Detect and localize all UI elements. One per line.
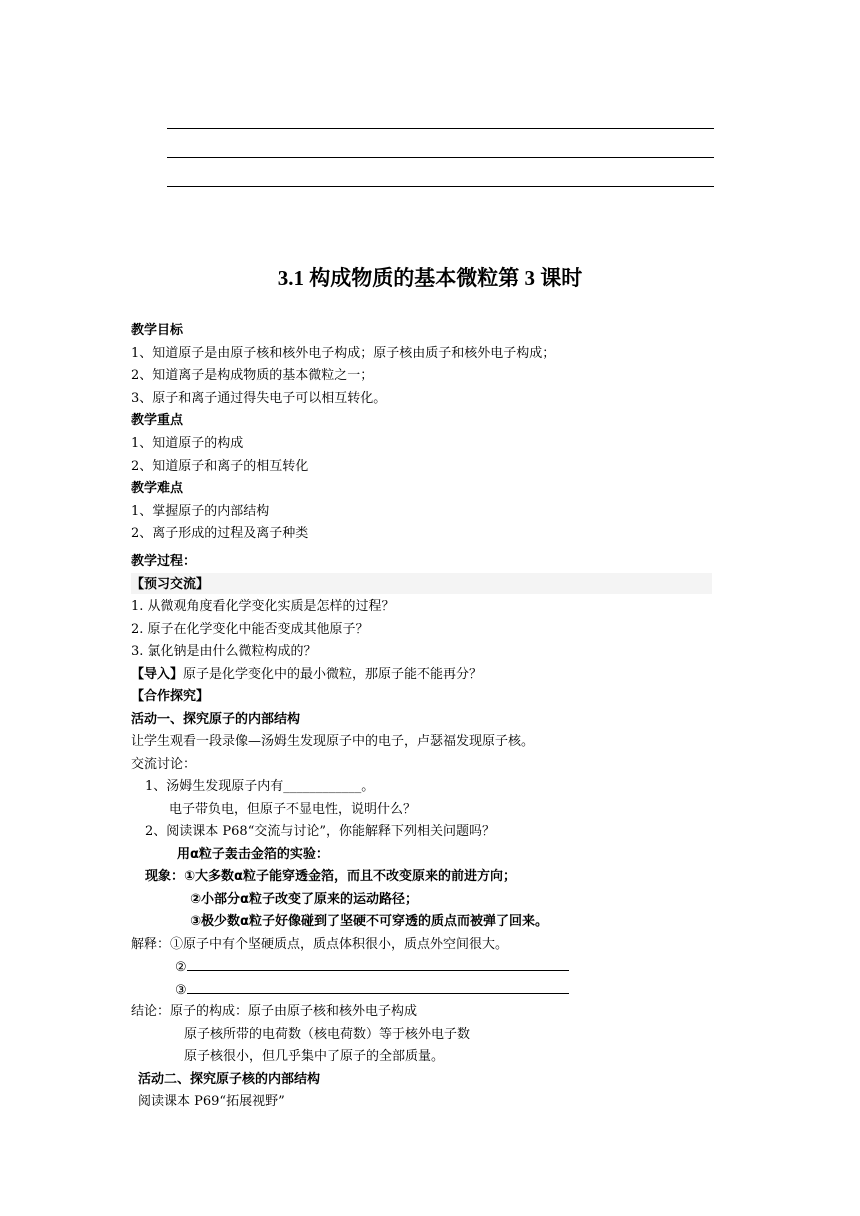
phenomenon-label: 现象： xyxy=(145,869,185,884)
conclusion-item: 原子核所带的电荷数（核电荷数）等于核外电子数 xyxy=(184,1027,471,1042)
phenomenon-item: ①大多数α粒子能穿透金箔，而且不改变原来的前进方向； xyxy=(184,869,516,884)
conclusion-line-1 xyxy=(131,1003,417,1021)
explanation-item: ② xyxy=(175,960,187,975)
key-points-heading: 教学重点 xyxy=(131,413,184,428)
preview-item: 3. 氯化钠是由什么微粒构成的？ xyxy=(131,644,317,659)
objective-item: 1、知道原子是由原子核和核外电子构成；原子核由质子和核外电子构成； xyxy=(131,346,556,361)
intro-label: 【导入】 xyxy=(131,667,184,682)
document-title: 3.1 构成物质的基本微粒第 3 课时 xyxy=(277,266,583,290)
explain-label: 解释： xyxy=(131,937,171,952)
conclusion-item: 原子的构成：原子由原子核和核外电子构成 xyxy=(170,1004,418,1019)
difficulties-heading: 教学难点 xyxy=(131,481,184,496)
explanation-item: ③ xyxy=(175,983,187,998)
preview-heading: 【预习交流】 xyxy=(131,577,210,592)
question-1-suffix: 。 xyxy=(361,779,375,794)
activity1-heading: 活动一、探究原子的内部结构 xyxy=(131,712,301,727)
preview-item: 1. 从微观角度看化学变化实质是怎样的过程？ xyxy=(131,599,395,614)
experiment-title: 用α粒子轰击金箔的实验： xyxy=(177,847,329,862)
header-rule-1 xyxy=(167,128,714,129)
intro-line xyxy=(131,666,482,684)
conclusion-label: 结论： xyxy=(131,1004,171,1019)
coop-heading: 【合作探究】 xyxy=(131,689,210,704)
question-1 xyxy=(145,778,374,796)
question-1-blank: ____________ xyxy=(283,779,362,794)
explanation-line-2 xyxy=(175,958,569,977)
objective-item: 3、原子和离子通过得失电子可以相互转化。 xyxy=(131,391,387,406)
explanation-line-3 xyxy=(175,981,569,1000)
header-rule-2 xyxy=(167,157,714,158)
explanation-item: ①原子中有个坚硬质点，质点体积很小，质点外空间很大。 xyxy=(170,937,509,952)
objective-item: 2、知道离子是构成物质的基本微粒之一； xyxy=(131,368,374,383)
activity1-discussion: 交流讨论： xyxy=(131,757,197,772)
key-point-item: 2、知道原子和离子的相互转化 xyxy=(131,459,309,474)
difficulty-item: 2、离子形成的过程及离子种类 xyxy=(131,526,309,541)
objectives-heading: 教学目标 xyxy=(131,323,184,338)
question-1-prefix: 1、汤姆生发现原子内有 xyxy=(145,779,284,794)
key-point-item: 1、知道原子的构成 xyxy=(131,436,244,451)
difficulty-item: 1、掌握原子的内部结构 xyxy=(131,504,270,519)
header-rule-3 xyxy=(167,186,714,187)
explanation-blank xyxy=(187,958,569,971)
preview-heading-shading xyxy=(131,573,712,594)
activity1-video: 让学生观看一段录像—汤姆生发现原子中的电子，卢瑟福发现原子核。 xyxy=(131,734,535,749)
phenomenon-line-1 xyxy=(145,868,516,886)
phenomenon-item: ③极少数α粒子好像碰到了坚硬不可穿透的质点而被弹了回来。 xyxy=(190,914,548,929)
intro-text: 原子是化学变化中的最小微粒，那原子能不能再分？ xyxy=(183,667,483,682)
conclusion-item: 原子核很小，但几乎集中了原子的全部质量。 xyxy=(184,1049,445,1064)
process-heading: 教学过程： xyxy=(131,554,197,569)
explanation-blank xyxy=(187,981,569,994)
preview-item: 2. 原子在化学变化中能否变成其他原子？ xyxy=(131,622,369,637)
explanation-line-1 xyxy=(131,936,508,954)
phenomenon-item: ②小部分α粒子改变了原来的运动路径； xyxy=(190,892,418,907)
activity2-reading: 阅读课本 P69“拓展视野” xyxy=(138,1094,285,1109)
activity2-heading: 活动二、探究原子核的内部结构 xyxy=(138,1072,321,1087)
question-1-followup: 电子带负电，但原子不显电性，说明什么？ xyxy=(169,802,417,817)
question-2: 2、阅读课本 P68“交流与讨论”，你能解释下列相关问题吗？ xyxy=(145,824,495,839)
